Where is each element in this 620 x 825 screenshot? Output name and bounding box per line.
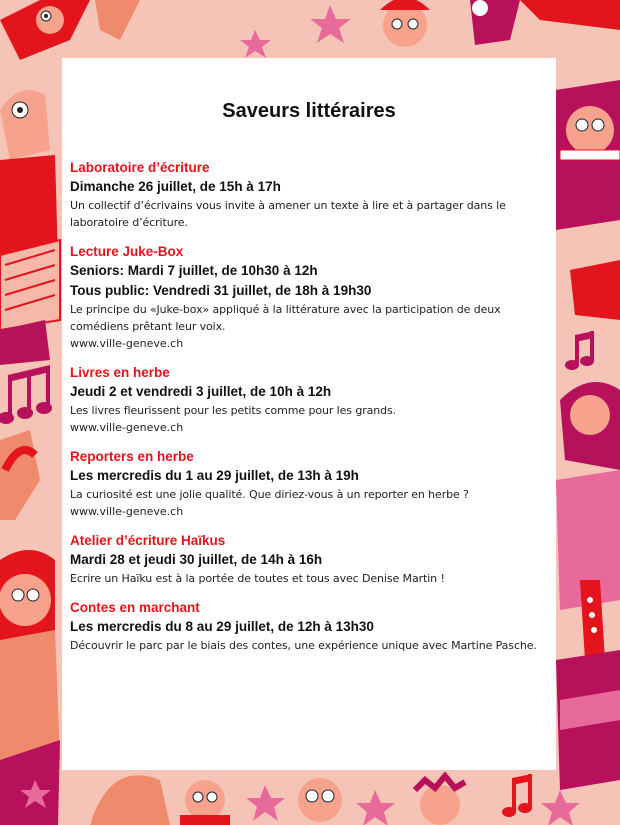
event-list — [70, 159, 550, 666]
event-title: Livres en herbe — [70, 365, 170, 380]
event-date: Tous public: Vendredi 31 juillet, de 18h à 19h30 — [70, 283, 372, 298]
event-item — [70, 532, 550, 587]
event-date: Jeudi 2 et vendredi 3 juillet, de 10h à 12h — [70, 384, 332, 399]
event-title: Atelier d’écriture Haïkus — [70, 533, 226, 548]
event-link[interactable]: www.ville-geneve.ch — [70, 505, 184, 518]
event-description: La curiosité est une jolie qualité. Que diriez-vous à un reporter en herbe ? — [70, 488, 469, 501]
event-date: Dimanche 26 juillet, de 15h à 17h — [70, 179, 281, 194]
event-link[interactable]: www.ville-geneve.ch — [70, 337, 184, 350]
event-title: Lecture Juke-Box — [70, 244, 184, 259]
event-item — [70, 364, 550, 436]
event-date: Les mercredis du 8 au 29 juillet, de 12h à 13h30 — [70, 619, 374, 634]
event-item — [70, 599, 550, 654]
event-date: Mardi 28 et jeudi 30 juillet, de 14h à 16h — [70, 552, 323, 567]
event-item — [70, 448, 550, 520]
event-description: Le principe du «Juke-box» appliqué à la littérature avec la participation de deux comédiens prêtant leur voix. — [70, 303, 501, 333]
event-item — [70, 159, 550, 231]
event-description: Les livres fleurissent pour les petits comme pour les grands. — [70, 404, 397, 417]
content-panel — [62, 58, 556, 770]
page-title: Saveurs littéraires — [222, 100, 396, 122]
event-title: Laboratoire d’écriture — [70, 160, 210, 175]
event-description: Ecrire un Haïku est à la portée de toutes et tous avec Denise Martin ! — [70, 572, 445, 585]
character-right-dancer — [556, 382, 620, 610]
event-item — [70, 243, 550, 352]
event-date: Seniors: Mardi 7 juillet, de 10h30 à 12h — [70, 263, 318, 278]
event-link[interactable]: www.ville-geneve.ch — [70, 421, 184, 434]
event-description: Découvrir le parc par le biais des contes, une expérience unique avec Martine Pasche. — [70, 639, 537, 652]
event-title: Contes en marchant — [70, 600, 200, 615]
event-title: Reporters en herbe — [70, 449, 194, 464]
character-bottom-left — [0, 550, 60, 825]
event-date: Les mercredis du 1 au 29 juillet, de 13h à 19h — [70, 468, 359, 483]
event-description: Un collectif d’écrivains vous invite à amener un texte à lire et à partager dans le laboratoire d’écriture. — [70, 199, 506, 229]
